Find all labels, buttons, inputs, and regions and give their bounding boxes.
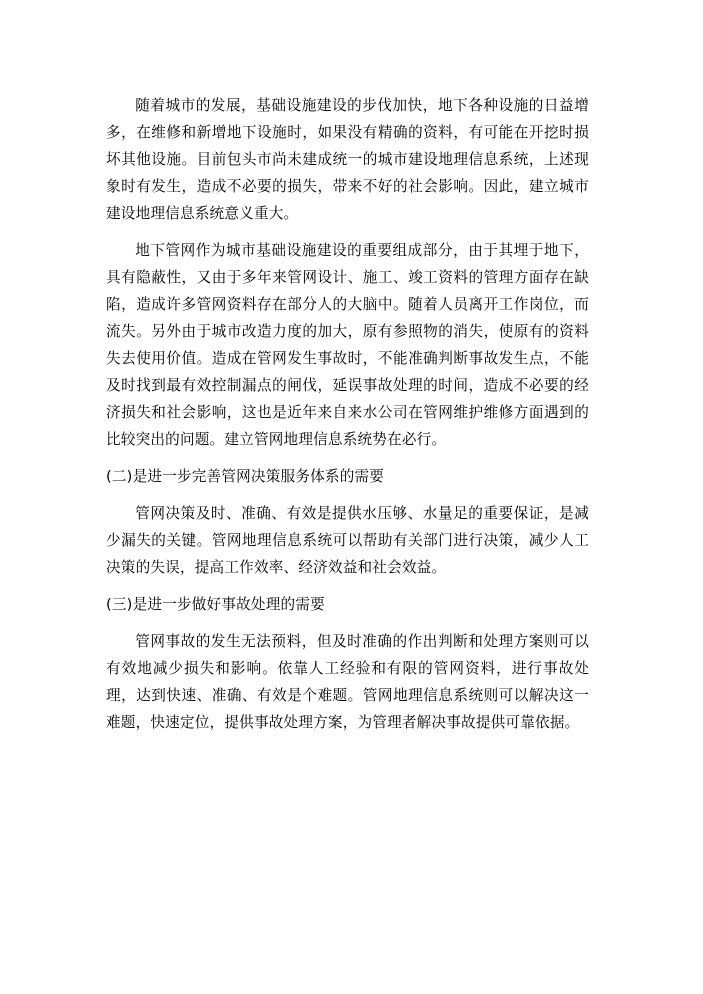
section-heading-accident-handling: (三)是进一步做好事故处理的需要: [106, 596, 325, 613]
paragraph-decision-service: 管网决策及时、准确、有效是提供水压够、水量足的重要保证，是减少漏失的关键。管网地理信息系统可以帮助有关部门进行决策，减少人工决策的失误，提高工作效率、经济效益和社会效益。: [106, 505, 589, 576]
paragraph-gap: [106, 490, 589, 500]
paragraph-gap: [106, 227, 589, 237]
paragraph-underground-pipe-network: 地下管网作为城市基础设施建设的重要组成部分，由于其埋于地下，具有隐蔽性，又由于多年来管网设计、施工、竣工资料的管理方面存在缺陷，造成许多管网资料存在部分人的大脑中。随着人员离开工作岗位，而流失。另外由于城市改造力度的加大，原有参照物的消失，使原有的资料失去使用价值。造成在管网发生事故时，不能准确判断事故发生点，不能及时找到最有效控制漏点的闸伐，延误事故处理的时间，造成不必要的经济损失和社会影响，这也是近年来自来水公司在管网维护维修方面遇到的比较突出的问题。建立管网地理信息系统势在必行。: [106, 242, 589, 448]
paragraph-gap: [106, 618, 589, 628]
document-page: [106, 92, 589, 736]
paragraph-gap: [106, 581, 589, 591]
section-heading-decision-service: (二)是进一步完善管网决策服务体系的需要: [106, 468, 385, 485]
paragraph-urban-development: 随着城市的发展，基础设施建设的步伐加快，地下各种设施的日益增多，在维修和新增地下设施时，如果没有精确的资料，有可能在开挖时损坏其他设施。目前包头市尚未建成统一的城市建设地理信息系统，上述现象时有发生，造成不必要的损失，带来不好的社会影响。因此，建立城市建设地理信息系统意义重大。: [106, 97, 589, 222]
paragraph-gap: [106, 453, 589, 463]
paragraph-accident-handling: 管网事故的发生无法预料，但及时准确的作出判断和处理方案则可以有效地减少损失和影响。依靠人工经验和有限的管网资料，进行事故处理，达到快速、准确、有效是个难题。管网地理信息系统则可以解决这一难题，快速定位，提供事故处理方案，为管理者解决事故提供可靠依据。: [106, 633, 589, 731]
